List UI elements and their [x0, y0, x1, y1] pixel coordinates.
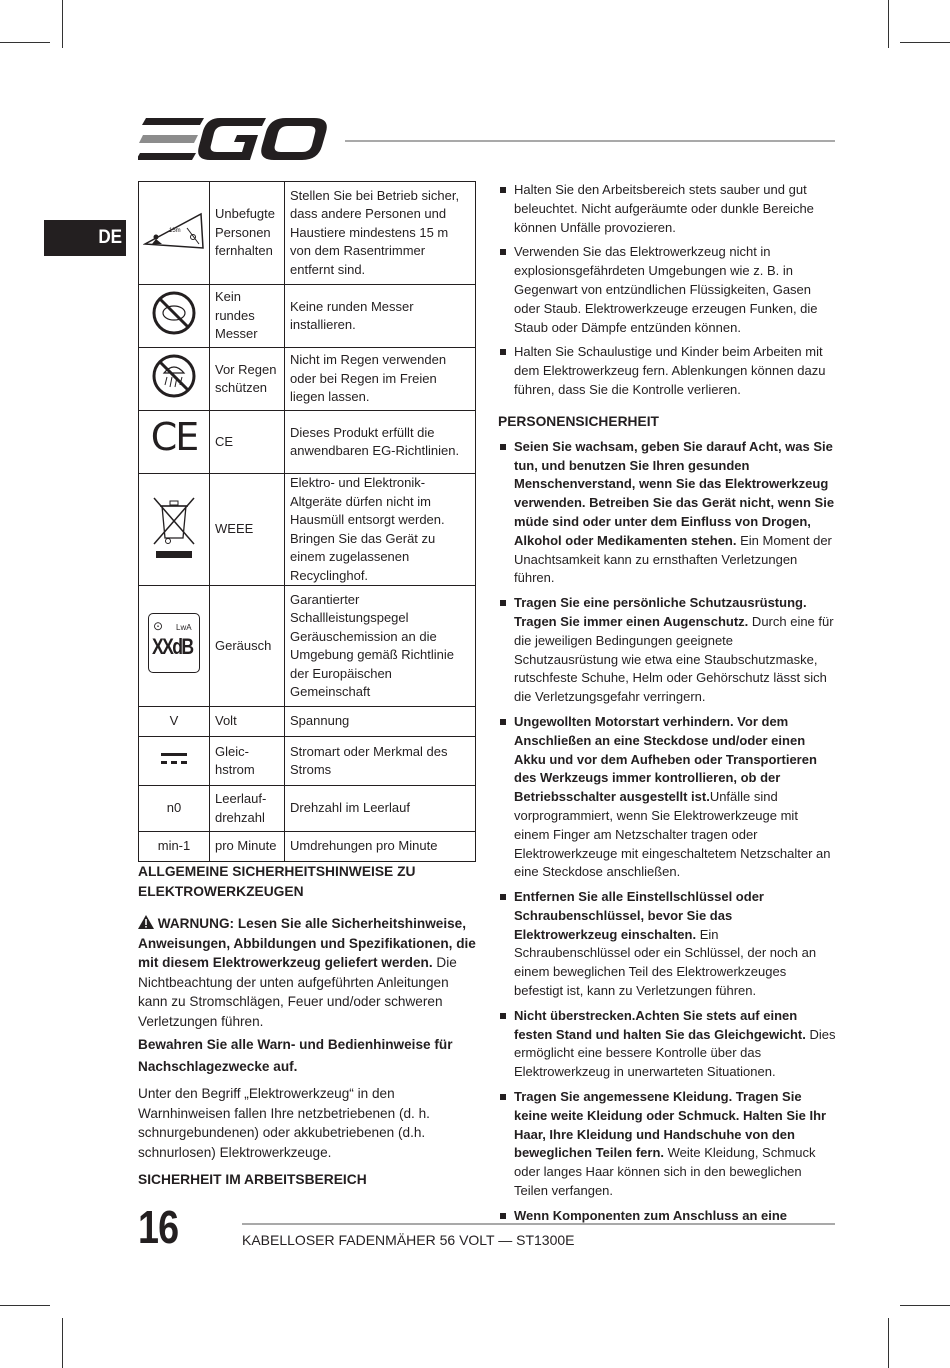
per-minute-symbol: min-1: [139, 832, 210, 862]
left-column: [138, 862, 476, 1190]
symbol-name: Leerlauf-drehzahl: [210, 786, 285, 832]
list-item-bold: Ungewollten Motorstart verhindern. Vor dem Anschließen an eine Steckdose und/oder einen Akku und vor dem Aufheben oder Transportieren des Werkzeugs immer kontrollieren, ob der Betriebsschalter ausgestellt ist.: [514, 713, 817, 805]
table-cell-icon: [139, 586, 210, 707]
list-item: Halten Sie den Arbeitsbereich stets sauber und gut beleuchtet. Nicht aufgeräumte oder dunkle Bereiche können Unfälle provozieren.: [498, 181, 836, 237]
direct-current-icon: [159, 750, 189, 766]
table-row: [139, 348, 476, 411]
noise-level-icon: [148, 613, 200, 673]
weee-bin-icon: [151, 494, 197, 560]
list-item-bold: Entfernen Sie alle Einstellschlüssel oder Schraubenschlüssel, bevor Sie das Elektrowerkzeug einschalten.: [514, 889, 764, 942]
noise-sub-label: LwA: [176, 623, 192, 633]
table-row: [139, 285, 476, 348]
symbol-name: Vor Regen schützen: [210, 348, 285, 411]
table-cell-icon: [139, 411, 210, 474]
crop-mark: [0, 1305, 50, 1306]
warning-text: Die Nichtbeachtung der unten aufgeführten Anleitungen kann zu Stromschlägen, Feuer und/oder schweren Verletzungen führen.: [138, 955, 457, 1029]
table-row: [139, 737, 476, 786]
definition-text: Unter den Begriff „Elektrowerkzeug“ in den Warnhinweisen fallen Ihre netzbetriebenen (d. h. schnurgebundenen) oder akkubetriebenen (d.h. schnurlosen) Elektrowerkzeuge.: [138, 1086, 430, 1160]
volt-symbol: V: [139, 707, 210, 737]
speaker-icon: ⊙: [153, 619, 164, 634]
crop-mark: [900, 1305, 950, 1306]
table-cell-icon: [139, 474, 210, 586]
warning-triangle-icon: [138, 915, 154, 929]
list-item-text: Unfälle sind vorprogrammiert, wenn Sie Elektrowerkzeuge mit einem Finger am Netzschalter tragen oder Elektrowerkzeuge mit eingeschaltetem Netzschalter an eine Steckdose anschließen.: [514, 789, 831, 880]
symbol-name: Kein rundes Messer: [210, 285, 285, 348]
list-item-bold: Seien Sie wachsam, geben Sie darauf Acht, was Sie tun, und benutzen Sie Ihren gesunden Menschenverstand, wenn Sie das Elektrowerkzeug verwenden. Betreiben Sie das Gerät nicht, wenn Sie müde sind oder unter dem Einfluss von Drogen, Alkohol oder Medikamenten stehen.: [514, 438, 835, 548]
table-row: [139, 707, 476, 737]
table-row: [139, 411, 476, 474]
list-item: Halten Sie Schaulustige und Kinder beim Arbeiten mit dem Elektrowerkzeug fern. Ablenkungen können dazu führen, dass Sie die Kontrolle verlieren.: [498, 343, 836, 399]
symbol-name: Volt: [210, 707, 285, 737]
footer-rule: [242, 1223, 835, 1225]
list-item: [498, 594, 836, 707]
crop-mark: [62, 1318, 63, 1368]
svg-text:15m: 15m: [169, 228, 181, 235]
list-item-bold: Tragen Sie angemessene Kleidung. Tragen Sie keine weite Kleidung oder Schmuck. Halten Sie Ihr Haar, Ihre Kleidung und Handschuhe von den beweglichen Teilen fern.: [514, 1089, 827, 1161]
crop-mark: [0, 42, 50, 43]
symbol-description: Stellen Sie bei Betrieb sicher, dass andere Personen und Haustiere mindestens 15 m von dem Rasentrimmer entfernt sind.: [285, 182, 476, 285]
no-rain-icon: [151, 353, 197, 399]
section-heading: SICHERHEIT IM ARBEITSBEREICH: [138, 1172, 367, 1187]
list-item: [498, 1007, 836, 1082]
symbol-description: Garantierter Schallleistungspegel Geräuschemission an die Umgebung gemäß Richtlinie der Europäischen Gemeinschaft: [285, 586, 476, 707]
crop-mark: [888, 1318, 889, 1368]
page-number: 16: [138, 1201, 179, 1253]
list-item: [498, 1088, 836, 1201]
warning-label: WARNUNG:: [157, 916, 235, 931]
list-item: [498, 438, 836, 588]
symbol-description: Umdrehungen pro Minute: [285, 832, 476, 862]
symbol-description: Elektro- und Elektronik-Altgeräte dürfen nicht im Hausmüll entsorgt werden. Bringen Sie das Gerät zu einem zugelassenen Recyclinghof.: [285, 474, 476, 586]
section-heading: ALLGEMEINE SICHERHEITSHINWEISE ZU ELEKTROWERKZEUGEN: [138, 864, 416, 899]
symbol-description: Drehzahl im Leerlauf: [285, 786, 476, 832]
list-item-text: Ein Schraubenschlüssel oder ein Schlüssel, der noch an einem beweglichen Teil des Elektrowerkzeuges befestigt ist, kann zu Verletzungen führen.: [514, 926, 817, 999]
list-item-bold: Nicht überstrecken.Achten Sie stets auf einen festen Stand und halten Sie das Gleichgewicht.: [514, 1007, 806, 1042]
symbol-description: Spannung: [285, 707, 476, 737]
section-heading: PERSONENSICHERHEIT: [498, 413, 659, 429]
table-cell-icon: [139, 182, 210, 285]
keep-bystanders-away-icon: [143, 210, 205, 250]
symbol-name: WEEE: [210, 474, 285, 586]
symbol-description: Nicht im Regen verwenden oder bei Regen im Freien liegen lassen.: [285, 348, 476, 411]
list-item-text: Weite Kleidung, Schmuck oder langes Haar können sich in den beweglichen Teilen verfangen.: [514, 1145, 816, 1199]
list-item: Verwenden Sie das Elektrowerkzeug nicht in explosionsgefährdeten Umgebungen wie z. B. in Gegenwart von entzündlichen Flüssigkeiten, Gasen oder Staub. Elektrowerkzeuge erzeugen Funken, die Staub oder Dämpfe entzünden können.: [498, 243, 836, 337]
crop-mark: [888, 0, 889, 48]
table-row: [139, 832, 476, 862]
list-item-bold: Wenn Komponenten zum Anschluss an eine: [514, 1207, 788, 1223]
header-rule: [345, 140, 835, 142]
symbols-table: [138, 181, 476, 862]
no-round-blade-icon: [151, 290, 197, 336]
keep-instructions-text: Bewahren Sie alle Warn- und Bedienhinweise für Nachschlagezwecke auf.: [138, 1037, 453, 1074]
list-item-text: Dies ermöglicht eine bessere Kontrolle über das Elektrowerkzeug in unerwarteten Situationen.: [514, 1026, 836, 1080]
table-cell-icon: [139, 737, 210, 786]
table-cell-icon: [139, 285, 210, 348]
symbol-name: CE: [210, 411, 285, 474]
ce-mark-icon: CE: [150, 415, 198, 460]
noise-value-label: XXdB: [152, 634, 193, 660]
symbol-name: pro Minute: [210, 832, 285, 862]
symbol-name: Geräusch: [210, 586, 285, 707]
idle-speed-symbol: n0: [139, 786, 210, 832]
table-row: [139, 182, 476, 285]
list-item-text: Ein Moment der Unachtsamkeit kann zu ernsthaften Verletzungen führen.: [514, 532, 832, 586]
symbol-description: Stromart oder Merkmal des Stroms: [285, 737, 476, 786]
symbol-description: Dieses Produkt erfüllt die anwendbaren EG-Richtlinien.: [285, 411, 476, 474]
table-cell-icon: [139, 348, 210, 411]
list-item: [498, 888, 836, 1001]
ego-logo: [138, 118, 328, 162]
warning-bold-text: Lesen Sie alle Sicherheitshinweise, Anweisungen, Abbildungen und Spezifikationen, die mit diesem Elektrowerkzeug geliefert werden.: [138, 916, 476, 970]
crop-mark: [900, 42, 950, 43]
list-item-text: Durch eine für die jeweiligen Bedingungen geeignete Schutzausrüstung wie etwa eine Staubschutzmaske, rutschfeste Schuhe, Helm oder Gehörschutz lässt sich die Verletzungsgefahr verringern.: [514, 613, 834, 705]
crop-mark: [62, 0, 63, 48]
right-column: [498, 181, 836, 1232]
symbol-name: Unbefugte Personen fernhalten: [210, 182, 285, 285]
symbol-description: Keine runden Messer installieren.: [285, 285, 476, 348]
table-row: [139, 474, 476, 586]
symbol-name: Gleic-hstrom: [210, 737, 285, 786]
list-item: [498, 713, 836, 882]
list-item-bold: Tragen Sie eine persönliche Schutzausrüstung. Tragen Sie immer einen Augenschutz.: [514, 595, 807, 629]
footer-title: KABELLOSER FADENMÄHER 56 VOLT — ST1300E: [242, 1232, 575, 1248]
table-row: [139, 786, 476, 832]
table-row: [139, 586, 476, 707]
language-tab: DE: [44, 220, 126, 256]
warning-paragraph: [138, 914, 476, 1031]
